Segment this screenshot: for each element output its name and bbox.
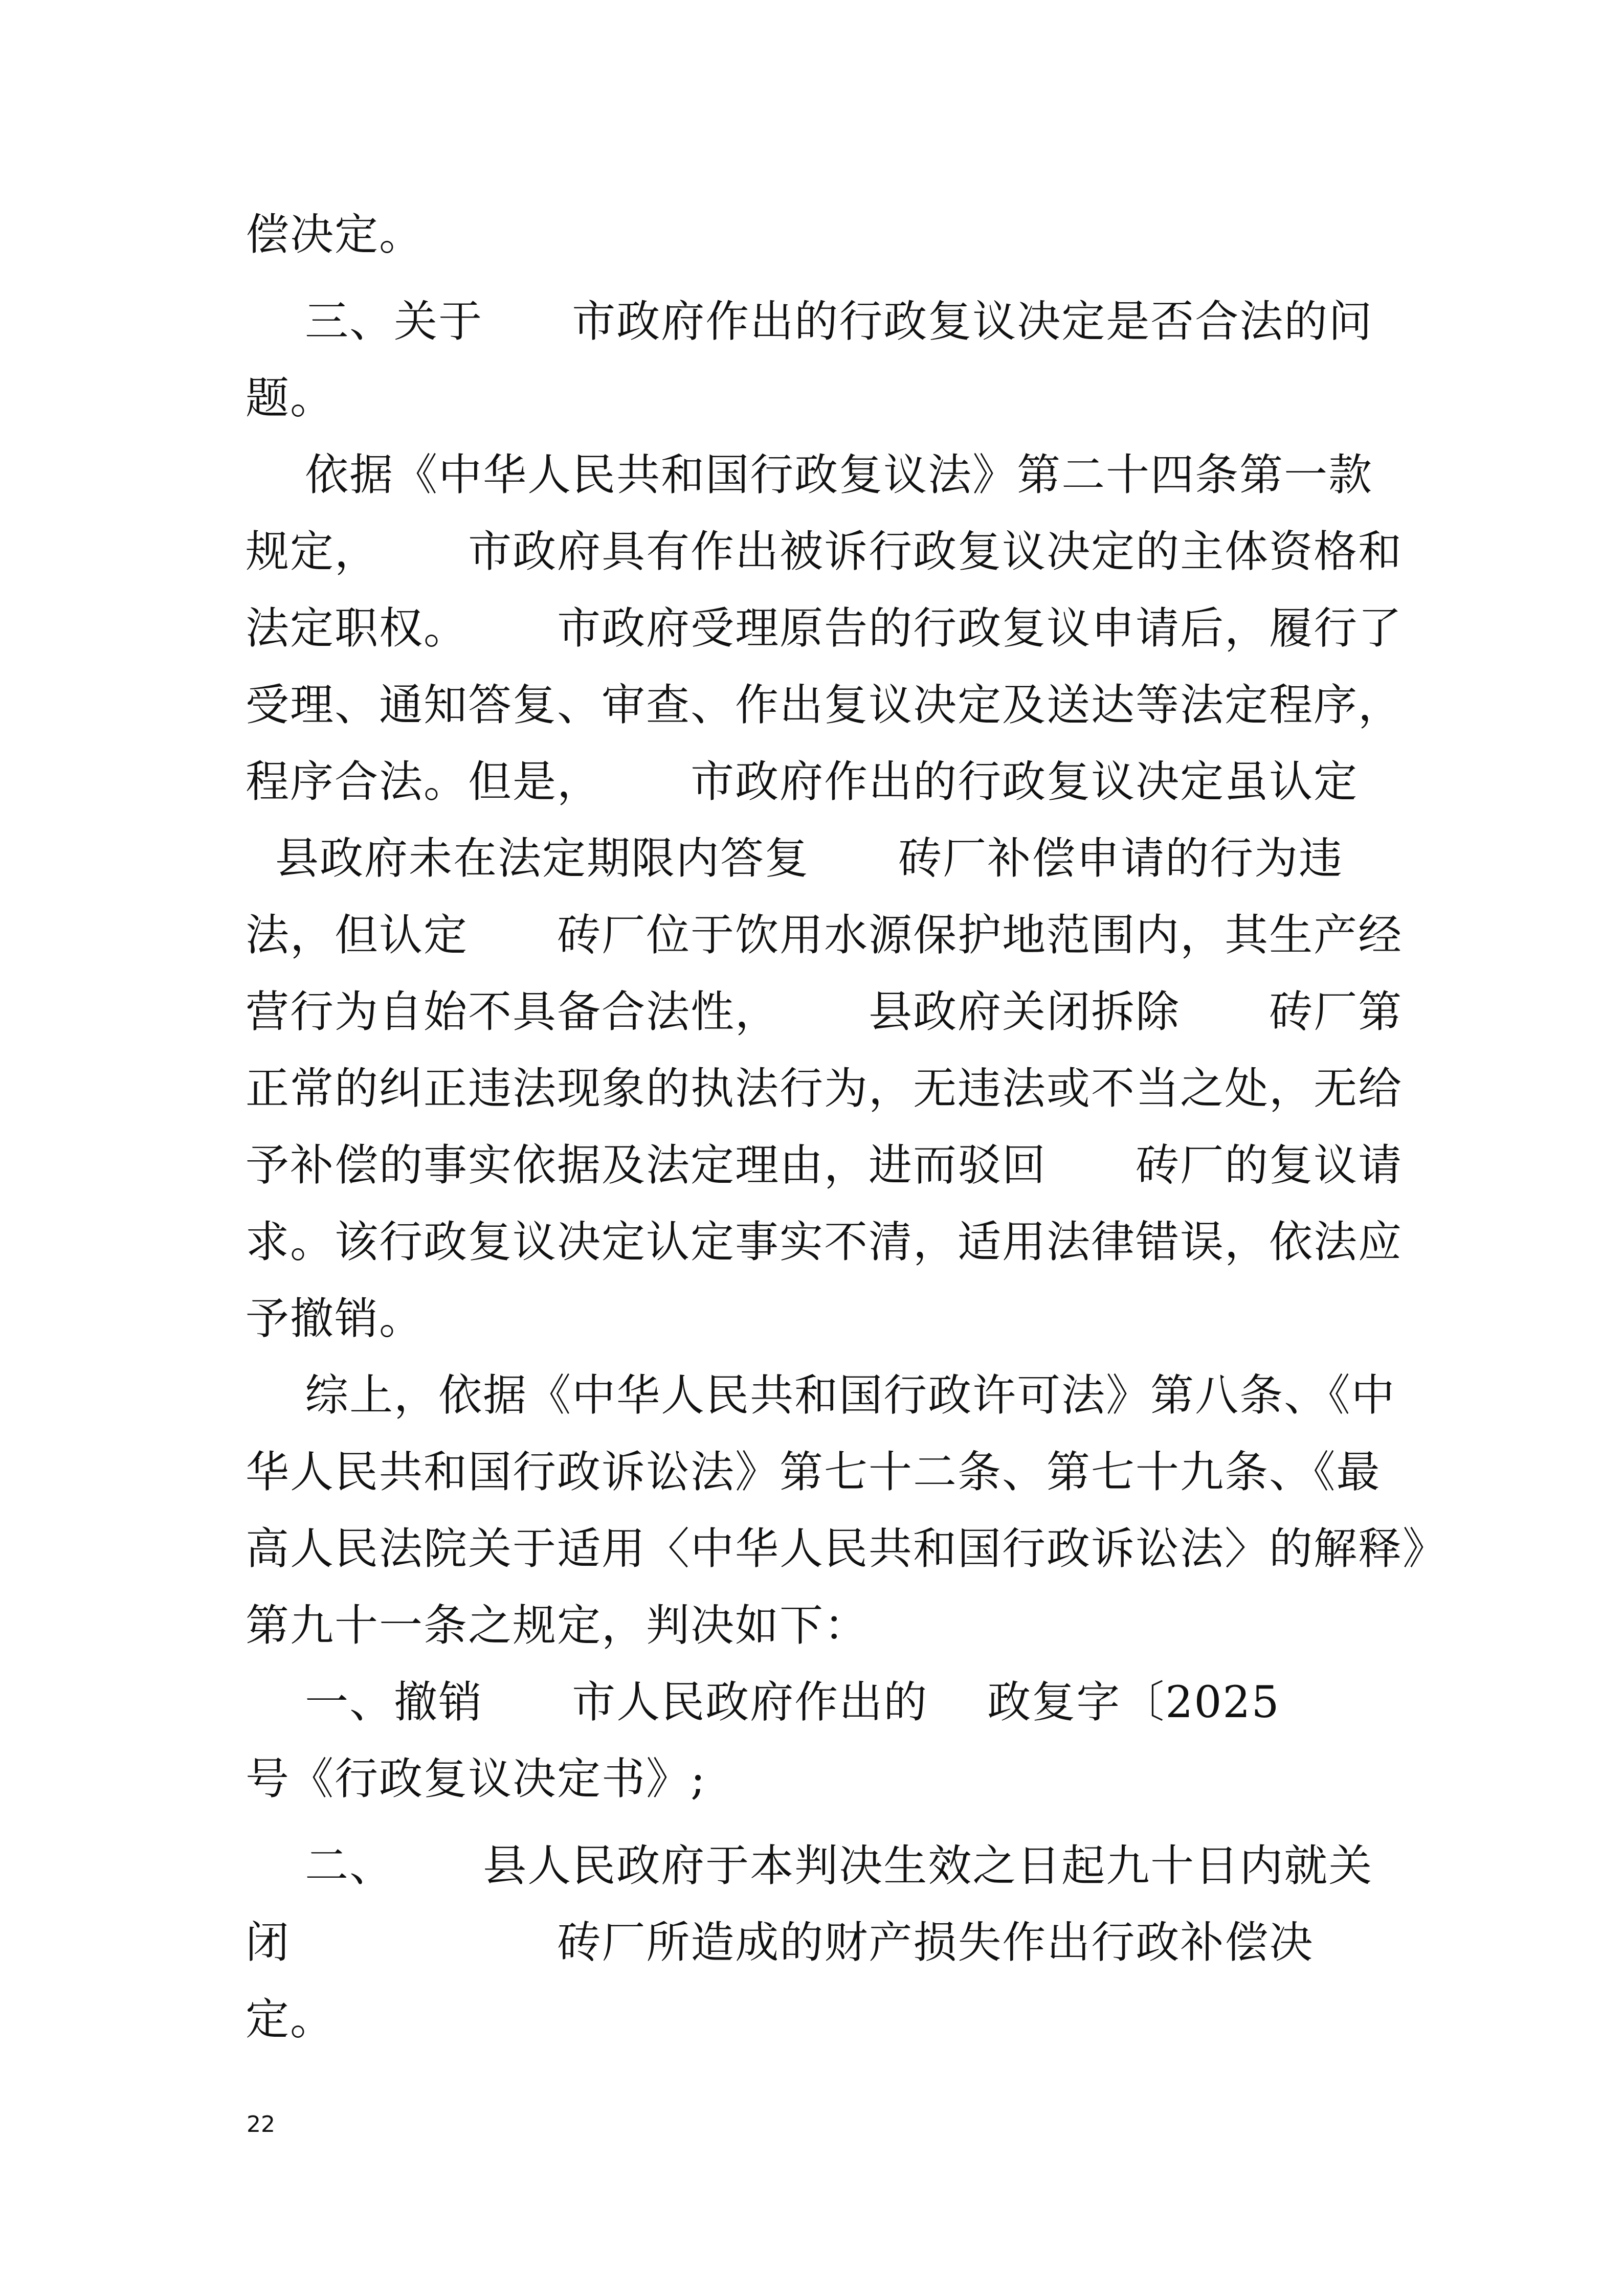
text-line: 正常的纠正违法现象的执法行为，无违法或不当之处，无给 xyxy=(246,1064,1403,1114)
text-line: 依据《中华人民共和国行政复议法》第二十四条第一款 xyxy=(246,450,1373,501)
text-line: 营行为自始不具备合法性， 县政府关闭拆除 砖厂第 xyxy=(246,987,1403,1038)
text-line: 规定， 市政府具有作出被诉行政复议决定的主体资格和 xyxy=(246,527,1403,577)
text-line: 程序合法。但是， 市政府作出的行政复议决定虽认定 xyxy=(246,757,1359,807)
page-number: 22 xyxy=(247,2111,275,2137)
text-line: 县政府未在法定期限内答复 砖厂补偿申请的行为违 xyxy=(246,834,1344,884)
text-line: 法，但认定 砖厂位于饮用水源保护地范围内，其生产经 xyxy=(246,910,1403,961)
text-line: 予撤销。 xyxy=(246,1294,424,1344)
text-line: 题。 xyxy=(246,373,335,424)
text-line: 三、关于 市政府作出的行政复议决定是否合法的问 xyxy=(246,297,1373,347)
text-line: 法定职权。 市政府受理原告的行政复议申请后，履行了 xyxy=(246,603,1403,654)
text-line: 号《行政复议决定书》; xyxy=(246,1754,706,1805)
text-line: 偿决定。 xyxy=(246,210,424,260)
text-line: 综上，依据《中华人民共和国行政许可法》第八条、《中 xyxy=(246,1370,1396,1421)
text-line: 华人民共和国行政诉讼法》第七十二条、第七十九条、《最 xyxy=(246,1447,1381,1498)
text-line: 第九十一条之规定，判决如下： xyxy=(246,1601,869,1651)
text-line: 一、撤销 市人民政府作出的 政复字〔2025 xyxy=(246,1677,1280,1728)
text-line: 二、 县人民政府于本判决生效之日起九十日内就关 xyxy=(246,1841,1373,1892)
text-line: 予补偿的事实依据及法定理由，进而驳回 砖厂的复议请 xyxy=(246,1140,1403,1191)
text-line: 闭 砖厂所造成的财产损失作出行政补偿决 xyxy=(246,1918,1314,1968)
text-line: 受理、通知答复、审查、作出复议决定及送达等法定程序， xyxy=(246,680,1403,731)
text-line: 求。该行政复议决定认定事实不清，适用法律错误，依法应 xyxy=(246,1217,1403,1268)
text-line: 高人民法院关于适用〈中华人民共和国行政诉讼法〉的解释》 xyxy=(246,1524,1448,1574)
text-line: 定。 xyxy=(246,1994,335,2045)
